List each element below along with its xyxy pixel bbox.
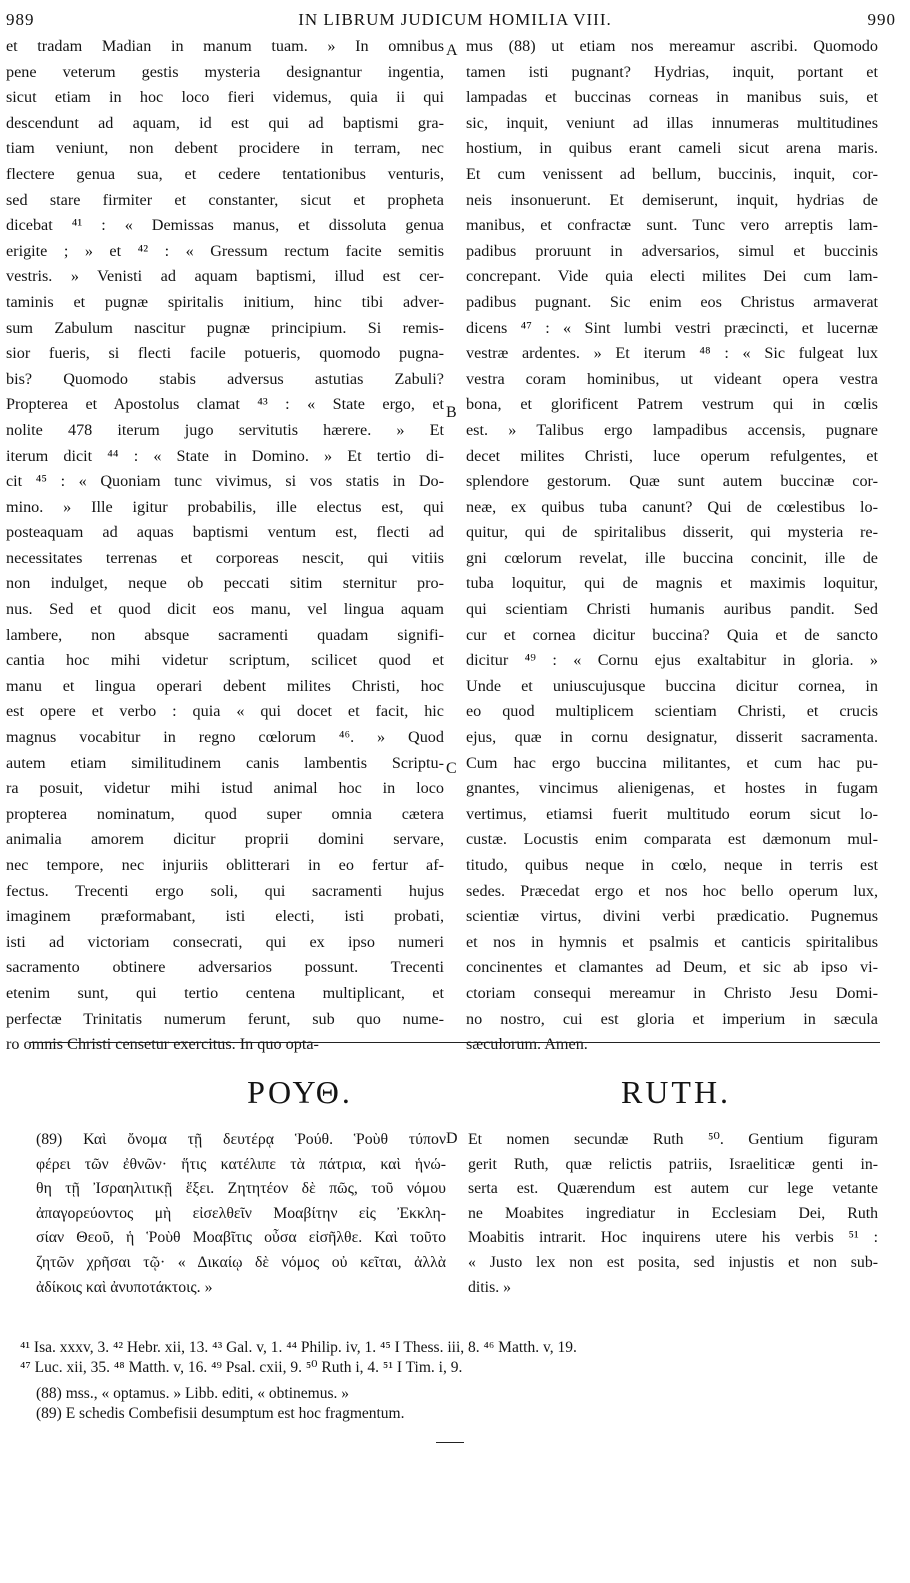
latin-line: ne Moabites ingrediatur in Ecclesiam Dei, Ruth xyxy=(468,1204,878,1222)
text-line: decet milites Christi, luce operum refulgentes, et xyxy=(466,446,878,465)
section-divider xyxy=(30,1042,880,1043)
text-line: nec tempore, nec injuriis oblitterari in eo fertur af- xyxy=(6,856,444,874)
left-text-column xyxy=(6,34,444,1058)
text-line: mus (88) ut etiam nos mereamur ascribi. Quomodo xyxy=(466,37,878,55)
text-line: etenim sunt, qui tertio centena multiplicant, et xyxy=(6,983,444,1002)
text-line: imaginem præformabant, isti electi, isti probati, xyxy=(6,907,444,926)
text-line: concinentes et clamantes ad Deum, et sic ab ipso vi- xyxy=(466,958,878,977)
running-title: IN LIBRUM JUDICUM HOMILIA VIII. xyxy=(298,10,612,29)
text-line: taminis et pugnæ spiritalis initium, hinc tibi adver- xyxy=(6,292,444,311)
text-line: no nostro, cui est gloria et imperium in sæcula xyxy=(466,1009,878,1028)
text-line: hostium, in quibus erant cameli sicut arena maris. xyxy=(466,139,878,158)
text-line: cantia hoc mihi videtur scriptum, scilicet quod et xyxy=(6,651,444,670)
greek-line: (89) Καὶ ὄνομα τῇ δευτέρᾳ Ῥούθ. Ῥοὺθ τύπον xyxy=(36,1131,446,1148)
text-line: est opere et verbo : quia « qui docet et facit, hic xyxy=(6,702,444,721)
note-line: (88) mss., « optamus. » Libb. editi, « obtinemus. » xyxy=(36,1385,349,1402)
text-line: pene veterum gestis mysteria designantur ingentia, xyxy=(6,62,444,81)
latin-line: Moabitis intrarit. Hoc inquirens utere his verbis ⁵¹ : xyxy=(468,1229,878,1247)
text-line: posteaquam ad aquas baptismi ventum est, flecti ad xyxy=(6,523,444,542)
text-line: sior fueris, si flecti facile potueris, quomodo pugna- xyxy=(6,344,444,363)
text-line: qui scientiam Christi humanis auribus pandit. Sed xyxy=(466,600,878,619)
margin-marker-a: A xyxy=(446,42,458,59)
latin-section-title: RUTH. xyxy=(620,1074,732,1110)
text-line: vestræ ardentes. » Et iterum ⁴⁸ : « Sic fulgeat lux xyxy=(466,344,878,363)
margin-marker-b: B xyxy=(446,404,457,421)
text-line: vertimus, etiamsi fuerit multitudo eorum sicut lo- xyxy=(466,804,878,823)
greek-text-column xyxy=(36,1128,446,1300)
text-line: Unde et uniuscujusque buccina dicitur cornea, in xyxy=(466,676,878,695)
text-line: cur et cornea dicitur buccina? Quia et de sancto xyxy=(466,625,878,644)
greek-line: θη τῇ Ἰσραηλιτικῇ ἕξει. Ζητητέον δὲ πῶς, τοῦ νόμου xyxy=(36,1180,446,1198)
text-line: manu et lingua operari debent milites Christi, hoc xyxy=(6,676,444,695)
editorial-notes xyxy=(36,1384,876,1424)
text-line: isti ad victoriam consecrati, qui ex ipso numeri xyxy=(6,932,444,951)
text-line: mino. » Ille igitur probabilis, ille electus est, qui xyxy=(6,497,444,516)
text-line: splendore gestorum. Quæ sunt autem buccinæ cor- xyxy=(466,472,878,491)
text-line: necessitates terrenas et corporeas nescit, qui vitiis xyxy=(6,548,444,567)
text-line: dicens ⁴⁷ : « Sint lumbi vestri præcincti, et lucernæ xyxy=(466,318,878,337)
text-line: lampadas et buccinas corneas in manibus suis, et xyxy=(466,88,878,107)
margin-marker-d: D xyxy=(446,1130,458,1147)
text-line: sedes. Præcedat ergo et nos hoc bello operum lux, xyxy=(466,881,878,900)
text-line: sicut etiam in hoc loco fieri videmus, quia ii qui xyxy=(6,88,444,107)
text-line: cit ⁴⁵ : « Quoniam tunc vivimus, si vos statis in Do- xyxy=(6,472,444,491)
text-line: quitur, qui de spiritalibus disserit, qui mysteria re- xyxy=(466,523,878,542)
text-line: manibus, et confractæ sunt. Tunc vero arreptis lam- xyxy=(466,216,878,235)
text-line: sæculorum. Amen. xyxy=(466,1035,588,1054)
text-line: ejus, quæ in cornu designatur, disserit sacramenta. xyxy=(466,728,878,747)
text-line: est. » Talibus ergo lampadibus accensis, pugnare xyxy=(466,420,878,439)
text-line: gnantes, vincimus alienigenas, et hostes in fugam xyxy=(466,779,878,798)
text-line: Propterea et Apostolus clamat ⁴³ : « State ergo, et xyxy=(6,395,444,414)
text-line: custæ. Locustis enim comparata est dæmonum mul- xyxy=(466,830,878,849)
text-line: nolite 478 iterum jugo servitutis hærere. » Et xyxy=(6,420,444,439)
page-number-left: 989 xyxy=(6,10,35,29)
latin-line: gerit Ruth, quæ relictis patriis, Israeliticæ genti in- xyxy=(468,1155,878,1173)
page-number-right: 990 xyxy=(867,10,896,29)
text-line: sed stare firmiter et constanter, sicut et propheta xyxy=(6,190,444,209)
text-line: fectus. Trecenti ergo soli, qui sacramenti hujus xyxy=(6,881,444,900)
text-line: iterum dicit ⁴⁴ : « State in Domino. » Et tertio di- xyxy=(6,446,444,465)
text-line: tuba loquitur, qui de magnis et maximis loquitur, xyxy=(466,574,878,593)
margin-marker-c: C xyxy=(446,760,457,777)
text-line: neæ, ex quibus tuba canunt? Qui de cœlestibus lo- xyxy=(466,497,878,516)
text-line: ro omnis Christi censetur exercitus. In quo opta- xyxy=(6,1035,319,1054)
text-line: sacramento obtinere adversarios possunt. Trecenti xyxy=(6,958,444,977)
text-line: bona, et glorificent Patrem vestrum qui in cœlis xyxy=(466,395,878,414)
text-line: propterea nominatum, quod super omnia cætera xyxy=(6,804,444,823)
end-dash xyxy=(436,1442,464,1443)
text-line: tiam veniunt, non debent procidere in terram, nec xyxy=(6,139,444,158)
text-line: sum Zabulum nascitur pugnæ principium. Si remis- xyxy=(6,318,444,337)
text-line: scientiæ virtus, divini verbi prædicatio. Pugnemus xyxy=(466,907,878,926)
text-line: titudo, quibus neque in cœlo, neque in terris est xyxy=(466,856,878,874)
text-line: et nos in hymnis et psalmis et canticis spiritalibus xyxy=(466,932,878,951)
text-line: padibus proruunt in adversarios, simul et buccinis xyxy=(466,241,878,260)
text-line: autem etiam similitudinem canis lambentis Scriptu- xyxy=(6,753,444,772)
text-line: erigite ; » et ⁴² : « Gressum rectum facite semitis xyxy=(6,241,444,260)
text-line: Et cum venissent ad bellum, buccinis, inquit, cor- xyxy=(466,164,878,183)
greek-line: σίαν Θεοῦ, ἡ Ῥοὺθ Μοαβῖτις οὖσα εἰσῆλθε. Καὶ τοῦτο xyxy=(36,1229,446,1247)
text-line: nus. Sed et quod dicit eos manu, vel lingua aquam xyxy=(6,600,444,619)
text-line: vestris. » Venisti ad aquam baptismi, illud est cer- xyxy=(6,267,444,286)
text-line: et tradam Madian in manum tuam. » In omnibus xyxy=(6,37,444,55)
text-line: neis insonuerunt. Et demiserunt, inquit, hydrias de xyxy=(466,190,878,209)
latin-line: ditis. » xyxy=(468,1278,512,1296)
greek-line: ἀδίκοις καὶ ἀνυποτάκτοις. » xyxy=(36,1278,213,1296)
text-line: magnus vocabitur in regno cœlorum ⁴⁶. » Quod xyxy=(6,728,444,747)
latin-line: Et nomen secundæ Ruth ⁵⁰. Gentium figuram xyxy=(468,1131,878,1148)
text-line: gni cœlorum revelat, ille buccina concinit, ille de xyxy=(466,548,878,567)
latin-text-column xyxy=(468,1128,878,1300)
text-line: lambere, non absque sacramenti quadam signifi- xyxy=(6,625,444,644)
text-line: descendunt ad aquam, id est qui ad baptismi gra- xyxy=(6,113,444,132)
text-line: concrepant. Vide quia electi milites Dei cum lam- xyxy=(466,267,878,286)
text-line: padibus pugnant. Sic enim eos Christus armaverat xyxy=(466,292,878,311)
text-line: sic, inquit, veniunt ad illas innumeras multitudines xyxy=(466,113,878,132)
greek-line: φέρει τῶν ἐθνῶν· ἥτις κατέλιπε τὰ πάτρια, καὶ ἡνώ- xyxy=(36,1155,446,1173)
text-line: dicebat ⁴¹ : « Demissas manus, et dissoluta genua xyxy=(6,216,444,235)
text-line: dicitur ⁴⁹ : « Cornu ejus exaltabitur in gloria. » xyxy=(466,651,878,670)
text-line: non indulget, neque ob peccati sitim sternitur pro- xyxy=(6,574,444,593)
greek-section-title: ΡΟΥΘ. xyxy=(247,1074,353,1110)
note-line: (89) E schedis Combefisii desumptum est hoc fragmentum. xyxy=(36,1405,405,1422)
text-line: vestra coram hominibus, ut videant opera vestra xyxy=(466,369,878,388)
text-line: eo quod multiplicem scientiam Christi, et crucis xyxy=(466,702,878,721)
text-line: ctoriam consequi mereamur in Christo Jesu Domi- xyxy=(466,983,878,1002)
right-text-column xyxy=(466,34,878,1058)
latin-line: « Justo lex non est posita, sed injustis et non sub- xyxy=(468,1253,878,1271)
latin-line: serta est. Quærendum est autem cur lege vetante xyxy=(468,1180,878,1198)
text-line: Cum hac ergo buccina militantes, et cum hac pu- xyxy=(466,753,878,772)
footnote-line: ⁴⁷ Luc. xii, 35. ⁴⁸ Matth. v, 16. ⁴⁹ Psal. cxii, 9. ⁵⁰ Ruth i, 4. ⁵¹ I Tim. i, 9. xyxy=(20,1359,463,1376)
footnotes xyxy=(20,1338,890,1378)
text-line: perfectæ Trinitatis numerum ferunt, sub quo nume- xyxy=(6,1009,444,1028)
greek-line: ἀπαγορεύοντος μὴ εἰσελθεῖν Μοαβίτην εἰς Ἐκκλη- xyxy=(36,1204,446,1222)
greek-line: ζητῶν χρῆσαι τῷ· « Δικαίῳ δὲ νόμος οὐ κεῖται, ἀλλὰ xyxy=(36,1253,446,1271)
text-line: tamen isti pugnant? Hydrias, inquit, portant et xyxy=(466,62,878,81)
text-line: bis? Quomodo stabis adversus astutias Zabuli? xyxy=(6,369,444,388)
footnote-line: ⁴¹ Isa. xxxv, 3. ⁴² Hebr. xii, 13. ⁴³ Gal. v, 1. ⁴⁴ Philip. iv, 1. ⁴⁵ I Thess. iii, 8. ⁴⁶ Matth. v, 19. xyxy=(20,1339,577,1356)
text-line: flectere genua sua, et cedere tentationibus venturis, xyxy=(6,164,444,183)
text-line: ra posuit, videtur mihi istud animal hoc in loco xyxy=(6,779,444,798)
text-line: animalia amorem dicitur proprii domini servare, xyxy=(6,830,444,849)
